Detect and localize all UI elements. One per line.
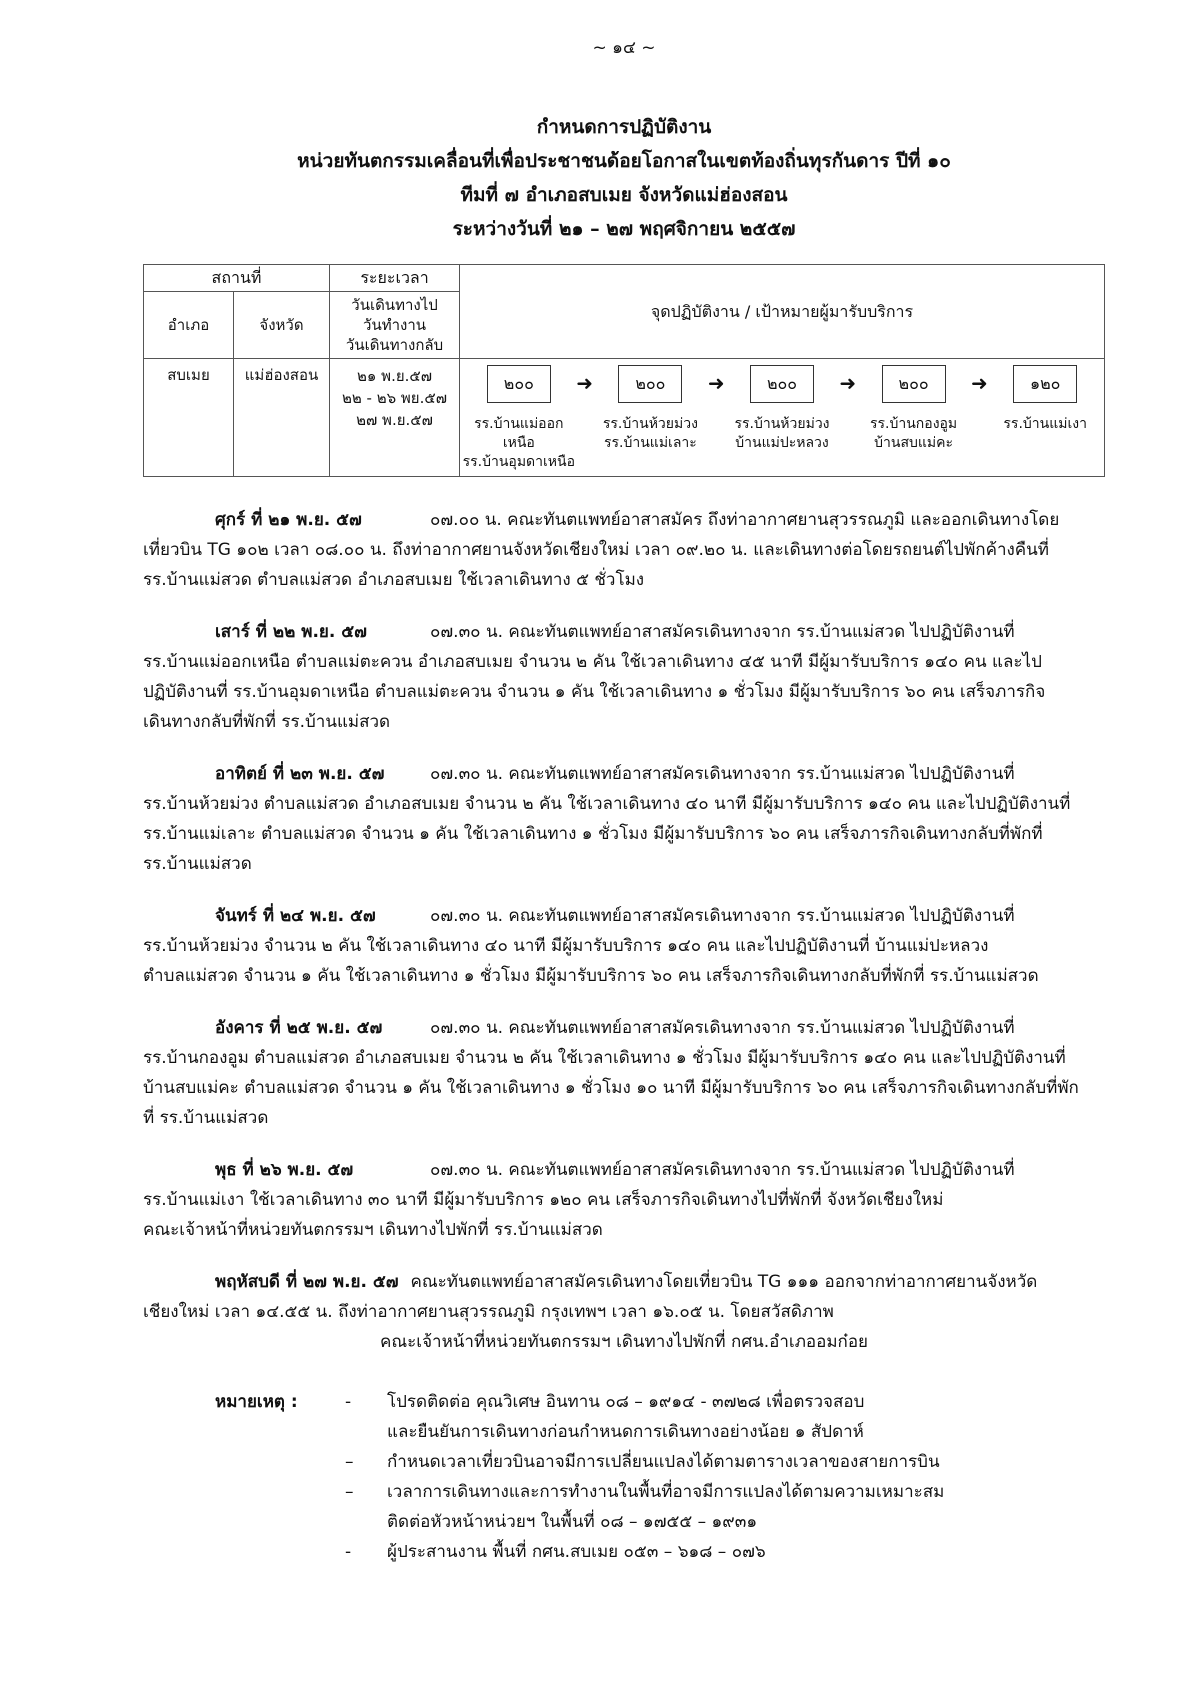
day-text: ๐๗.๓๐ น. คณะทันตแพทย์อาสาสมัครเดินทางจาก รร.บ้านแม่สวด ไปปฏิบัติงานที่: [430, 906, 1015, 926]
day-text: รร.บ้านแม่สวด ตำบลแม่สวด อำเภอสบเมย ใช้เวลาเดินทาง ๕ ชั่วโมง: [143, 570, 645, 590]
day-text: รร.บ้านแม่ออกเหนือ ตำบลแม่ตะควน อำเภอสบเมย จำนวน ๒ คัน ใช้เวลาเดินทาง ๔๕ นาที มีผู้มารับบริการ ๑๔๐ คน และไป: [143, 652, 1042, 672]
notes-heading: [215, 1507, 345, 1537]
date-return: ๒๗ พ.ย.๕๗: [356, 411, 433, 429]
note-text: ติดต่อหัวหน้าหน่วยฯ ในพื้นที่ ๐๘ – ๑๗๕๕ – ๑๙๓๑: [387, 1512, 758, 1532]
stop: [725, 365, 839, 453]
title-line: ทีมที่ ๗ อำเภอสบเมย จังหวัดแม่ฮ่องสอน: [460, 184, 788, 206]
day-text-line: [143, 819, 1105, 849]
day-text-line: [143, 535, 1105, 565]
note-item: [215, 1507, 1105, 1537]
day-label: อังคาร ที่ ๒๕ พ.ย. ๕๗: [215, 1018, 383, 1038]
day-text-line: [143, 1155, 1105, 1185]
target-box: ๒๐๐: [618, 365, 682, 403]
day-text: ๐๗.๓๐ น. คณะทันตแพทย์อาสาสมัครเดินทางจาก รร.บ้านแม่สวด ไปปฏิบัติงานที่: [430, 764, 1015, 784]
note-item: [215, 1417, 1105, 1447]
day-text: ๐๗.๓๐ น. คณะทันตแพทย์อาสาสมัครเดินทางจาก รร.บ้านแม่สวด ไปปฏิบัติงานที่: [430, 1018, 1015, 1038]
day-text-line: [143, 931, 1105, 961]
day-text: คณะทันตแพทย์อาสาสมัครเดินทางโดยเที่ยวบิน TG ๑๑๑ ออกจากท่าอากาศยานจังหวัด: [410, 1272, 1038, 1292]
stop-label: บ้านสบแม่คะ: [874, 435, 954, 451]
header-dates: [330, 292, 460, 359]
day-entry: [143, 617, 1105, 737]
day-text: รร.บ้านแม่เงา ใช้เวลาเดินทาง ๓๐ นาที มีผู้มารับบริการ ๑๒๐ คน เสร็จภารกิจเดินทางไปที่พักที่ จังหวัดเชียงใหม่: [143, 1190, 944, 1210]
target-box: ๒๐๐: [882, 365, 946, 403]
note-bullet: [345, 1507, 387, 1537]
day-text-line: [143, 647, 1105, 677]
day-text-line: [143, 617, 1105, 647]
stop: [594, 365, 708, 453]
day-text-line: [143, 789, 1105, 819]
day-text-line: [143, 1215, 1105, 1245]
schedule-table: [143, 264, 1105, 477]
day-text: ๐๗.๐๐ น. คณะทันตแพทย์อาสาสมัคร ถึงท่าอากาศยานสุวรรณภูมิ และออกเดินทางโดย: [430, 510, 1060, 530]
daily-schedule: [143, 505, 1105, 1357]
note-text: โปรดติดต่อ คุณวิเศษ อินทาน ๐๘ – ๑๙๑๔ - ๓๗๒๘ เพื่อตรวจสอบ: [387, 1392, 865, 1412]
day-text-line: [143, 759, 1105, 789]
day-text-line: [143, 1103, 1105, 1133]
day-entry: [143, 1155, 1105, 1245]
service-flow: [460, 359, 1104, 476]
header-date-return: วันเดินทางกลับ: [345, 336, 444, 354]
stop-label: รร.บ้านกองอูม: [870, 416, 958, 432]
day-text-line: [143, 505, 1105, 535]
notes-heading: หมายเหตุ :: [215, 1392, 298, 1412]
title-line: ระหว่างวันที่ ๒๑ – ๒๗ พฤศจิกายน ๒๕๕๗: [452, 218, 796, 240]
note-bullet: [345, 1417, 387, 1447]
note-text: กำหนดเวลาเที่ยวบินอาจมีการเปลี่ยนแปลงได้ตามตารางเวลาของสายการบิน: [387, 1452, 940, 1472]
day-entry: [143, 1013, 1105, 1133]
stop-label: รร.บ้านแม่เงา: [1003, 416, 1087, 432]
stop-label: รร.บ้านอุมดาเหนือ: [462, 454, 575, 470]
points-cell: [460, 359, 1105, 477]
note-item: [215, 1477, 1105, 1507]
day-text: รร.บ้านห้วยม่วง จำนวน ๒ คัน ใช้เวลาเดินทาง ๔๐ นาที มีผู้มารับบริการ ๑๔๐ คน และไปปฏิบัติงานที่ บ้านแม่ปะหลวง: [143, 936, 989, 956]
day-text: เที่ยวบิน TG ๑๐๒ เวลา ๐๘.๐๐ น. ถึงท่าอากาศยานจังหวัดเชียงใหม่ เวลา ๐๙.๒๐ น. และเดินทางต่อโดยรถยนต์ไปพักค้างคืนที่: [143, 540, 1050, 560]
note-bullet: -: [345, 1542, 352, 1562]
day-label: พฤหัสบดี ที่ ๒๗ พ.ย. ๕๗: [215, 1272, 399, 1292]
note-bullet: -: [345, 1392, 352, 1412]
day-text: เดินทางกลับที่พักที่ รร.บ้านแม่สวด: [143, 712, 391, 732]
note-item: [215, 1447, 1105, 1477]
day-text-line: [143, 1267, 1105, 1297]
date-go: ๒๑ พ.ย.๕๗: [357, 367, 433, 385]
arrow-right-icon: ➜: [707, 371, 725, 395]
note-bullet: –: [345, 1452, 354, 1472]
day-text: ที่ รร.บ้านแม่สวด: [143, 1108, 269, 1128]
day-entry: [143, 759, 1105, 879]
header-points: จุดปฏิบัติงาน / เป้าหมายผู้มารับบริการ: [460, 265, 1105, 359]
arrow-right-icon: ➜: [576, 371, 593, 395]
title-line: หน่วยทันตกรรมเคลื่อนที่เพื่อประชาชนด้อยโอกาสในเขตท้องถิ่นทุรกันดาร ปีที่ ๑๐: [297, 150, 951, 172]
day-text: รร.บ้านห้วยม่วง ตำบลแม่สวด อำเภอสบเมย จำนวน ๒ คัน ใช้เวลาเดินทาง ๔๐ นาที มีผู้มารับบริการ ๑๔๐ คน และไปปฏิบัติงานที่: [143, 794, 1071, 814]
day-text: รร.บ้านแม่สวด: [143, 854, 252, 874]
stop-label: รร.บ้านห้วยม่วง: [602, 416, 698, 432]
arrow-right-icon: ➜: [839, 371, 857, 395]
day-entry: [143, 901, 1105, 991]
stop: [857, 365, 971, 453]
day-text-line: [143, 1013, 1105, 1043]
note-text: เวลาการเดินทางและการทำงานในพื้นที่อาจมีการแปลงได้ตามความเหมาะสม: [387, 1482, 945, 1502]
document-page: [143, 0, 1105, 1597]
day-label: ศุกร์ ที่ ๒๑ พ.ย. ๕๗: [215, 510, 362, 530]
document-title: [143, 110, 1105, 246]
day-text-line: [143, 961, 1105, 991]
stop-label: รร.บ้านแม่เลาะ: [604, 435, 697, 451]
day-text-line: [143, 677, 1105, 707]
note-item: [215, 1387, 1105, 1417]
day-text: คณะเจ้าหน้าที่หน่วยทันตกรรมฯ เดินทางไปพักที่ กศน.อำเภออมก๋อย: [379, 1332, 869, 1352]
day-entry: [143, 505, 1105, 595]
day-label: จันทร์ ที่ ๒๔ พ.ย. ๕๗: [215, 906, 376, 926]
target-box: ๒๐๐: [750, 365, 814, 403]
notes-heading: [215, 1417, 345, 1447]
day-text: รร.บ้านแม่เลาะ ตำบลแม่สวด จำนวน ๑ คัน ใช้เวลาเดินทาง ๑ ชั่วโมง มีผู้มารับบริการ ๖๐ คน เสร็จภารกิจเดินทางกลับที่พักที่: [143, 824, 1043, 844]
header-period: ระยะเวลา: [330, 265, 460, 292]
note-item: [215, 1537, 1105, 1567]
header-district: อำเภอ: [144, 292, 234, 359]
stop: [988, 365, 1102, 434]
stop-label: บ้านแม่ปะหลวง: [735, 435, 829, 451]
header-date-work: วันทำงาน: [363, 316, 427, 334]
header-date-go: วันเดินทางไป: [351, 296, 438, 314]
note-text: ผู้ประสานงาน พื้นที่ กศน.สบเมย ๐๕๓ – ๖๑๘ – ๐๗๖: [387, 1542, 766, 1562]
day-text: ปฏิบัติงานที่ รร.บ้านอุมดาเหนือ ตำบลแม่ตะควน จำนวน ๑ คัน ใช้เวลาเดินทาง ๑ ชั่วโมง มีผู้มารับบริการ ๖๐ คน เสร็จภารกิจ: [143, 682, 1046, 702]
page-number: ~ ๑๔ ~: [592, 38, 656, 58]
header-place: สถานที่: [144, 265, 330, 292]
notes-section: [215, 1387, 1105, 1567]
day-text-line: [143, 707, 1105, 737]
dates-cell: [330, 359, 460, 477]
day-text: คณะเจ้าหน้าที่หน่วยทันตกรรมฯ เดินทางไปพักที่ รร.บ้านแม่สวด: [143, 1220, 603, 1240]
day-text-line: [143, 1043, 1105, 1073]
day-text-line: [143, 565, 1105, 595]
day-text: รร.บ้านกองอูม ตำบลแม่สวด อำเภอสบเมย จำนวน ๒ คัน ใช้เวลาเดินทาง ๑ ชั่วโมง มีผู้มารับบริการ ๑๔๐ คน และไปปฏิบัติงานที่: [143, 1048, 1066, 1068]
day-text: บ้านสบแม่คะ ตำบลแม่สวด จำนวน ๑ คัน ใช้เวลาเดินทาง ๑ ชั่วโมง ๑๐ นาที มีผู้มารับบริการ ๖๐ คน เสร็จภารกิจเดินทางกลับที่พัก: [143, 1078, 1079, 1098]
header-province: จังหวัด: [234, 292, 330, 359]
province-cell: แม่ฮ่องสอน: [234, 359, 330, 477]
day-text: เชียงใหม่ เวลา ๑๔.๕๕ น. ถึงท่าอากาศยานสุวรรณภูมิ กรุงเทพฯ เวลา ๑๖.๐๕ น. โดยสวัสดิภาพ: [143, 1302, 834, 1322]
day-label: เสาร์ ที่ ๒๒ พ.ย. ๕๗: [215, 622, 367, 642]
day-label: พุธ ที่ ๒๖ พ.ย. ๕๗: [215, 1160, 354, 1180]
stop-label: รร.บ้านแม่ออกเหนือ: [474, 416, 564, 451]
day-label: อาทิตย์ ที่ ๒๓ พ.ย. ๕๗: [215, 764, 385, 784]
note-bullet: –: [345, 1482, 354, 1502]
date-work: ๒๒ - ๒๖ พย.๕๗: [342, 389, 447, 407]
day-text-line: [143, 1185, 1105, 1215]
target-box: ๑๒๐: [1013, 365, 1077, 403]
stop: [462, 365, 576, 472]
title-line: กำหนดการปฏิบัติงาน: [536, 116, 712, 138]
day-text: ตำบลแม่สวด จำนวน ๑ คัน ใช้เวลาเดินทาง ๑ ชั่วโมง มีผู้มารับบริการ ๖๐ คน เสร็จภารกิจเดินทางกลับที่พักที่ รร.บ้านแม่สวด: [143, 966, 1039, 986]
day-text-line: [143, 1327, 1105, 1357]
day-text-line: [143, 849, 1105, 879]
target-box: ๒๐๐: [487, 365, 551, 403]
day-text-line: [143, 1297, 1105, 1327]
district-cell: สบเมย: [144, 359, 234, 477]
notes-heading: [215, 1537, 345, 1567]
day-text-line: [143, 901, 1105, 931]
note-text: และยืนยันการเดินทางก่อนกำหนดการเดินทางอย่างน้อย ๑ สัปดาห์: [387, 1422, 864, 1442]
day-text: ๐๗.๓๐ น. คณะทันตแพทย์อาสาสมัครเดินทางจาก รร.บ้านแม่สวด ไปปฏิบัติงานที่: [430, 622, 1015, 642]
day-text-line: [143, 1073, 1105, 1103]
day-entry: [143, 1267, 1105, 1357]
stop-label: รร.บ้านห้วยม่วง: [734, 416, 830, 432]
arrow-right-icon: ➜: [971, 371, 988, 395]
notes-heading: [215, 1447, 345, 1477]
notes-heading: [215, 1477, 345, 1507]
day-text: ๐๗.๓๐ น. คณะทันตแพทย์อาสาสมัครเดินทางจาก รร.บ้านแม่สวด ไปปฏิบัติงานที่: [430, 1160, 1015, 1180]
